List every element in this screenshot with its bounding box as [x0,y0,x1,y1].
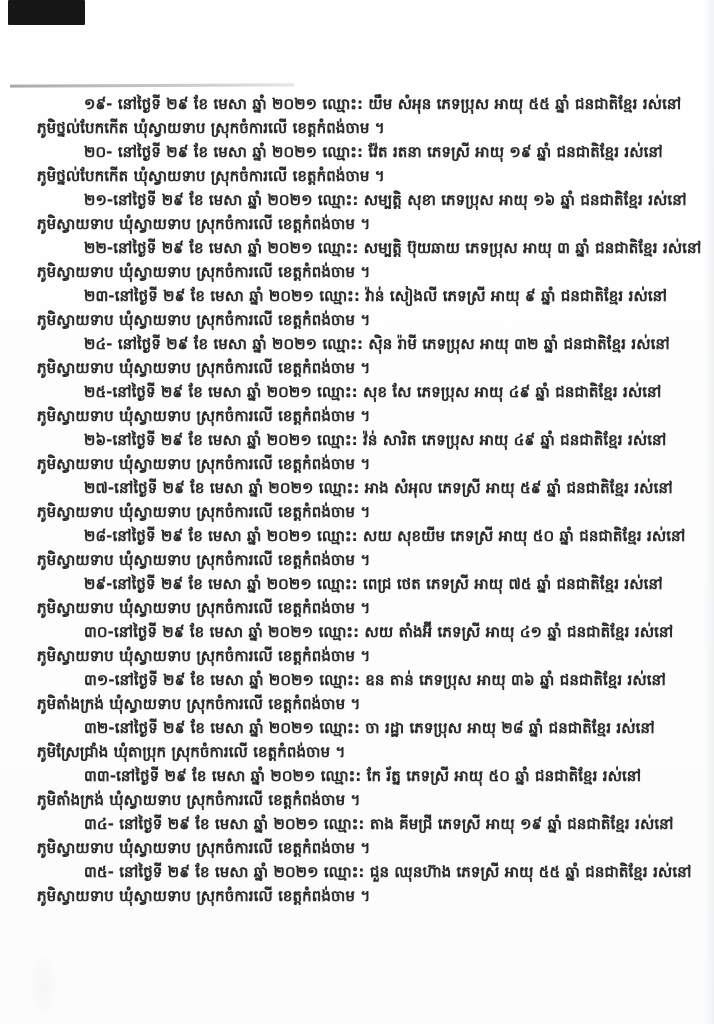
entry-35-line-2: ភូមិស្វាយទាប ឃុំស្វាយទាប ស្រុកចំការលើ ខេត្តកំពង់ចាម ។ [37,887,371,905]
record-entry-20 [37,140,679,188]
entry-33-line-2: ភូមិតាំងក្រង់ ឃុំស្វាយទាប ស្រុកចំការលើ ខេត្តកំពង់ចាម ។ [37,791,361,809]
entry-28-line-2: ភូមិស្វាយទាប ឃុំស្វាយទាប ស្រុកចំការលើ ខេត្តកំពង់ចាម ។ [37,551,371,569]
record-entry-25 [37,380,679,428]
entry-21-line-2: ភូមិស្វាយទាប ឃុំស្វាយទាប ស្រុកចំការលើ ខេត្តកំពង់ចាម ។ [37,215,371,233]
record-entry-30 [37,620,679,668]
entry-25-line-1: ២៥-នៅថ្ងៃទី ២៩ ខែ មេសា ឆ្នាំ ២០២១ ឈ្មោះ: សុខ សែ ភេទប្រុស អាយុ ៤៩ ឆ្នាំ ជនជាតិខ្មែរ រស់នៅ [84,383,662,401]
record-entry-24 [37,332,679,380]
entry-23-line-1: ២៣-នៅថ្ងៃទី ២៩ ខែ មេសា ឆ្នាំ ២០២១ ឈ្មោះ: វ៉ាន់ សៀងលី ភេទស្រី អាយុ ៩ ឆ្នាំ ជនជាតិខ្មែរ រស់នៅ [84,287,667,305]
entry-34-line-1: ៣៤- នៅថ្ងៃទី ២៩ ខែ មេសា ឆ្នាំ ២០២១ ឈ្មោះ: តាង គីមជ្រី ភេទស្រី អាយុ ១៩ ឆ្នាំ ជនជាតិខ្មែរ រស់នៅ [84,815,674,833]
entry-30-line-2: ភូមិស្វាយទាប ឃុំស្វាយទាប ស្រុកចំការលើ ខេត្តកំពង់ចាម ។ [37,647,371,665]
entry-32-line-1: ៣២-នៅថ្ងៃទី ២៩ ខែ មេសា ឆ្នាំ ២០២១ ឈ្មោះ: ចា រដ្ឋា ភេទប្រុស អាយុ ២៨ ឆ្នាំ ជនជាតិខ្មែរ រស់នៅ [84,719,655,737]
entry-29-line-1: ២៩-នៅថ្ងៃទី ២៩ ខែ មេសា ឆ្នាំ ២០២១ ឈ្មោះ: ពេជ្រ ថេត ភេទស្រី អាយុ ៧៥ ឆ្នាំ ជនជាតិខ្មែរ រស់នៅ [84,575,663,593]
record-entry-22 [37,236,702,284]
record-entry-29 [37,572,679,620]
entry-27-line-1: ២៧-នៅថ្ងៃទី ២៩ ខែ មេសា ឆ្នាំ ២០២១ ឈ្មោះ: អាង សំអុល ភេទស្រី អាយុ ៥៩ ឆ្នាំ ជនជាតិខ្មែរ រស់នៅ [84,479,673,497]
scan-smudge [28,950,58,1020]
record-entry-27 [37,476,679,524]
entry-20-line-1: ២០- នៅថ្ងៃទី ២៩ ខែ មេសា ឆ្នាំ ២០២១ ឈ្មោះ: វ៉ែត រតនា ភេទស្រី អាយុ ១៩ ឆ្នាំ ជនជាតិខ្មែរ រស់នៅ [84,143,663,161]
record-entry-35 [37,860,692,908]
record-entry-19 [37,92,682,140]
record-entry-23 [37,284,679,332]
entry-26-line-2: ភូមិស្វាយទាប ឃុំស្វាយទាប ស្រុកចំការលើ ខេត្តកំពង់ចាម ។ [37,455,371,473]
entry-23-line-2: ភូមិស្វាយទាប ឃុំស្វាយទាប ស្រុកចំការលើ ខេត្តកំពង់ចាម ។ [37,311,371,329]
entry-25-line-2: ភូមិស្វាយទាប ឃុំស្វាយទាប ស្រុកចំការលើ ខេត្តកំពង់ចាម ។ [37,407,371,425]
record-entry-28 [37,524,686,572]
entry-28-line-1: ២៨-នៅថ្ងៃទី ២៩ ខែ មេសា ឆ្នាំ ២០២១ ឈ្មោះ: សយ សុខយីម ភេទស្រី អាយុ ៥០ ឆ្នាំ ជនជាតិខ្មែរ រស់នៅ [84,527,686,545]
entry-27-line-2: ភូមិស្វាយទាប ឃុំស្វាយទាប ស្រុកចំការលើ ខេត្តកំពង់ចាម ។ [37,503,371,521]
entry-33-line-1: ៣៣-នៅថ្ងៃទី ២៩ ខែ មេសា ឆ្នាំ ២០២១ ឈ្មោះ: កែ រ័ត្ន ភេទស្រី អាយុ ៥០ ឆ្នាំ ជនជាតិខ្មែរ រស់នៅ [84,767,642,785]
record-entry-32 [37,716,679,764]
record-entry-34 [37,812,679,860]
record-entry-21 [37,188,687,236]
entry-30-line-1: ៣០-នៅថ្ងៃទី ២៩ ខែ មេសា ឆ្នាំ ២០២១ ឈ្មោះ: សយ តាំងអ៊ី ភេទស្រី អាយុ ៤១ ឆ្នាំ ជនជាតិខ្មែរ រស់នៅ [84,623,674,641]
entry-31-line-1: ៣១-នៅថ្ងៃទី ២៩ ខែ មេសា ឆ្នាំ ២០២១ ឈ្មោះ: ឧន តាន់ ភេទប្រុស អាយុ ៣៦ ឆ្នាំ ជនជាតិខ្មែរ រស់នៅ [84,671,666,689]
entry-35-line-1: ៣៥- នៅថ្ងៃទី ២៩ ខែ មេសា ឆ្នាំ ២០២១ ឈ្មោះ: ជួន ឈុនហ៊ាង ភេទស្រី អាយុ ៥៥ ឆ្នាំ ជនជាតិខ្មែរ រស់នៅ [84,863,692,881]
entry-34-line-2: ភូមិស្វាយទាប ឃុំស្វាយទាប ស្រុកចំការលើ ខេត្តកំពង់ចាម ។ [37,839,371,857]
entry-19-line-2: ភូមិថ្នល់បែកកើត ឃុំស្វាយទាប ស្រុកចំការលើ ខេត្តកំពង់ចាម ។ [37,119,385,137]
entry-19-line-1: ១៩- នៅថ្ងៃទី ២៩ ខែ មេសា ឆ្នាំ ២០២១ ឈ្មោះ: យឹម សំអុន ភេទប្រុស អាយុ ៥៥ ឆ្នាំ ជនជាតិខ្មែរ រស់នៅ [84,95,682,113]
entry-24-line-1: ២៤- នៅថ្ងៃទី ២៩ ខែ មេសា ឆ្នាំ ២០២១ ឈ្មោះ: ស៊ិន រ៉ាមី ភេទប្រុស អាយុ ៣២ ឆ្នាំ ជនជាតិខ្មែរ រស់នៅ [84,335,670,353]
entry-24-line-2: ភូមិស្វាយទាប ឃុំស្វាយទាប ស្រុកចំការលើ ខេត្តកំពង់ចាម ។ [37,359,371,377]
document-text-block [37,92,702,908]
entry-22-line-2: ភូមិស្វាយទាប ឃុំស្វាយទាប ស្រុកចំការលើ ខេត្តកំពង់ចាម ។ [37,263,371,281]
record-entry-31 [37,668,679,716]
entry-31-line-2: ភូមិតាំងក្រង់ ឃុំស្វាយទាប ស្រុកចំការលើ ខេត្តកំពង់ចាម ។ [37,695,361,713]
scan-artifact-line [10,83,294,87]
scan-edge-shadow [704,0,714,1024]
record-entry-26 [37,428,679,476]
entry-21-line-1: ២១-នៅថ្ងៃទី ២៩ ខែ មេសា ឆ្នាំ ២០២១ ឈ្មោះ: សម្បត្តិ សុខា ភេទប្រុស អាយុ ១៦ ឆ្នាំ ជនជាតិខ្មែរ រស់នៅ [84,191,687,209]
record-entry-33 [37,764,679,812]
scan-artifact-black-bar [8,0,85,25]
entry-29-line-2: ភូមិស្វាយទាប ឃុំស្វាយទាប ស្រុកចំការលើ ខេត្តកំពង់ចាម ។ [37,599,371,617]
entry-32-line-2: ភូមិស្រែជ្រាំង ឃុំតាប្រុក ស្រុកចំការលើ ខេត្តកំពង់ចាម ។ [37,743,346,761]
entry-26-line-1: ២៦-នៅថ្ងៃទី ២៩ ខែ មេសា ឆ្នាំ ២០២១ ឈ្មោះ: វ៉ន់ សារិត ភេទប្រុស អាយុ ៤៩ ឆ្នាំ ជនជាតិខ្មែរ រស់នៅ [84,431,667,449]
entry-20-line-2: ភូមិថ្នល់បែកកើត ឃុំស្វាយទាប ស្រុកចំការលើ ខេត្តកំពង់ចាម ។ [37,167,385,185]
entry-22-line-1: ២២-នៅថ្ងៃទី ២៩ ខែ មេសា ឆ្នាំ ២០២១ ឈ្មោះ: សម្បត្តិ ប៊ុយឆាយ ភេទប្រុស អាយុ ៣ ឆ្នាំ ជនជាតិខ្មែរ រស់នៅ [84,239,702,257]
